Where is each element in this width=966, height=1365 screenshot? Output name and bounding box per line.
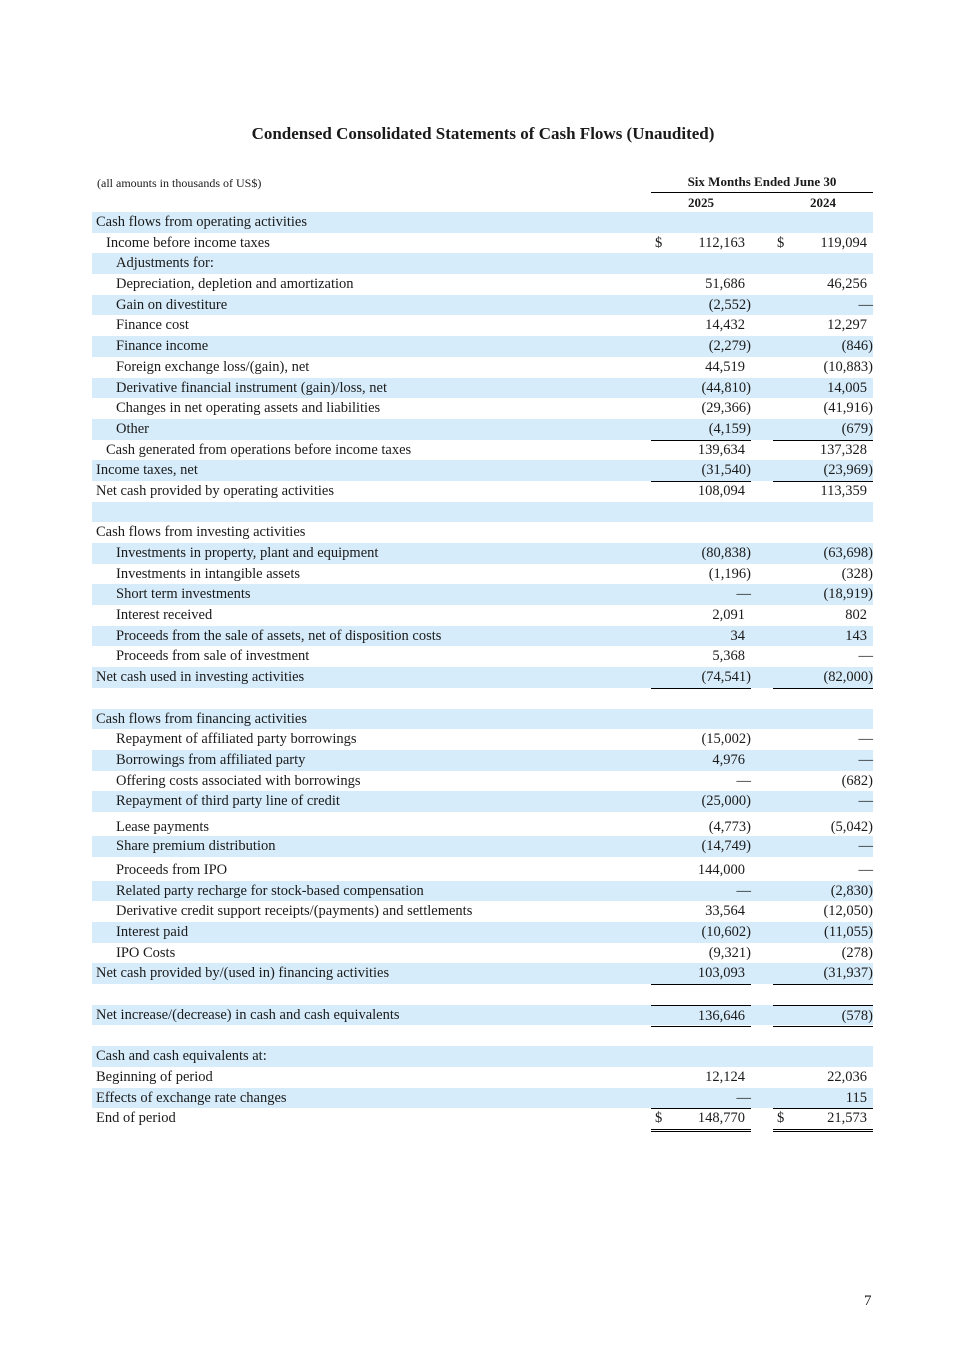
value-cell: [651, 584, 751, 605]
value-2025: 51,686: [705, 276, 745, 293]
value-cell: [651, 667, 751, 689]
row-label: Effects of exchange rate changes: [96, 1089, 287, 1106]
value-cell: [773, 771, 873, 792]
value-2024: (63,698): [823, 545, 873, 561]
row-label: Depreciation, depletion and amortization: [116, 276, 354, 293]
value-cell: [651, 398, 751, 419]
value-cell: [651, 564, 751, 585]
currency-symbol: $: [777, 234, 785, 251]
table-row: [92, 233, 873, 254]
value-2025: (29,366): [701, 400, 751, 417]
row-label: Interest received: [116, 607, 213, 624]
table-row: [92, 419, 873, 440]
value-2024: 21,573: [827, 1110, 867, 1127]
value-cell: [651, 1067, 751, 1088]
value-2025: 34: [730, 627, 745, 644]
value-cell: [773, 1067, 873, 1088]
value-2024: (328): [841, 565, 873, 582]
value-cell: [651, 729, 751, 750]
value-2025: (2,279): [708, 338, 751, 355]
value-2024: —: [858, 861, 873, 878]
table-row-total: [92, 667, 873, 688]
row-label: Changes in net operating assets and liabilities: [116, 400, 381, 417]
value-cell: [773, 667, 873, 689]
row-label: Cash flows from operating activities: [96, 214, 308, 230]
value-cell: [651, 315, 751, 336]
table-row: [92, 543, 873, 564]
currency-symbol: $: [655, 234, 663, 251]
value-cell: [773, 233, 873, 254]
value-2025: 5,368: [712, 648, 745, 665]
section-heading-investing: [92, 522, 873, 543]
table-row: [92, 750, 873, 771]
value-2024: 143: [845, 627, 867, 644]
units-note: (all amounts in thousands of US$): [97, 176, 262, 190]
table-row: [92, 922, 873, 943]
table-row: [92, 1067, 873, 1088]
value-2024: 12,297: [827, 317, 867, 334]
value-cell: [651, 460, 751, 482]
row-label: End of period: [96, 1110, 176, 1127]
spacer-row: [92, 984, 873, 1005]
table-row: [92, 646, 873, 667]
value-2025: 139,634: [697, 441, 745, 458]
table-row: [92, 336, 873, 357]
table-row: [92, 378, 873, 399]
table-row: [92, 584, 873, 605]
value-cell: [651, 1088, 751, 1110]
row-label: Lease payments: [116, 818, 210, 835]
currency-symbol: $: [655, 1110, 663, 1127]
value-cell: [773, 315, 873, 336]
value-cell: [773, 398, 873, 419]
value-2025: (15,002): [701, 731, 751, 748]
period-header: Six Months Ended June 30: [651, 174, 873, 193]
value-cell: [651, 901, 751, 922]
row-label: Net cash used in investing activities: [96, 669, 305, 686]
table-row: [92, 626, 873, 647]
value-2025: 4,976: [712, 751, 745, 768]
row-label: Cash generated from operations before income taxes: [106, 441, 412, 458]
value-2024: —: [858, 751, 873, 768]
value-cell: [773, 440, 873, 462]
row-label: Finance cost: [116, 317, 189, 334]
value-cell: [651, 963, 751, 985]
value-2024: 113,359: [820, 482, 867, 499]
value-cell: [773, 1108, 873, 1132]
table-row: [92, 943, 873, 964]
value-2024: (41,916): [823, 400, 873, 417]
value-cell: [773, 836, 873, 857]
value-2024: (2,830): [830, 882, 873, 899]
value-cell: [651, 771, 751, 792]
value-2025: (74,541): [701, 669, 751, 686]
value-cell: [773, 419, 873, 441]
value-2024: (12,050): [823, 903, 873, 920]
row-label: Borrowings from affiliated party: [116, 751, 306, 768]
section-heading-financing: [92, 709, 873, 730]
value-cell: [651, 481, 751, 503]
statement-title: Condensed Consolidated Statements of Cash Flows (Unaudited): [251, 124, 715, 143]
value-2025: (25,000): [701, 793, 751, 810]
value-cell: [651, 274, 751, 295]
value-cell: [773, 460, 873, 482]
value-cell: [651, 605, 751, 626]
value-cell: [773, 605, 873, 626]
value-2025: 44,519: [705, 358, 745, 375]
row-label: Investments in property, plant and equipment: [116, 545, 379, 561]
table-row-subtotal: [92, 440, 873, 461]
value-2025: (14,749): [701, 837, 751, 854]
value-2024: 115: [845, 1089, 867, 1106]
value-2024: (682): [841, 772, 873, 789]
row-label: Derivative financial instrument (gain)/loss, net: [116, 379, 387, 396]
table-row: [92, 564, 873, 585]
table-row: [92, 901, 873, 922]
value-cell: [773, 357, 873, 378]
table-row: [92, 274, 873, 295]
row-label: Cash and cash equivalents at:: [96, 1048, 267, 1065]
value-2025: (31,540): [701, 462, 751, 479]
value-cell: [773, 963, 873, 985]
row-label: Net cash provided by/(used in) financing activities: [96, 965, 390, 982]
value-cell: [651, 295, 751, 316]
value-2025: —: [736, 772, 751, 789]
value-2024: 46,256: [827, 276, 867, 293]
table-row: [92, 771, 873, 792]
value-2024: (679): [841, 420, 873, 437]
row-label: Net cash provided by operating activities: [96, 482, 334, 499]
value-cell: [651, 1005, 751, 1028]
value-cell: [773, 881, 873, 902]
value-2024: (23,969): [823, 462, 873, 479]
spacer-row: [92, 1025, 873, 1046]
row-label: Short term investments: [116, 586, 251, 603]
value-2025: 14,432: [705, 317, 745, 334]
value-cell: [651, 791, 751, 812]
table-row: [92, 357, 873, 378]
row-label: Derivative credit support receipts/(payments) and settlements: [116, 903, 473, 920]
value-2025: 2,091: [712, 607, 745, 624]
value-2024: (82,000): [823, 669, 873, 686]
value-2024: —: [858, 648, 873, 665]
table-row: [92, 253, 873, 274]
value-2024: (11,055): [824, 924, 873, 940]
value-cell: [773, 1005, 873, 1028]
table-row: [92, 857, 873, 881]
row-label: Repayment of affiliated party borrowings: [116, 731, 357, 748]
value-cell: [651, 881, 751, 902]
value-2025: (10,602): [701, 924, 751, 940]
value-2025: —: [736, 1089, 751, 1106]
value-cell: [651, 857, 751, 881]
value-cell: [651, 922, 751, 943]
row-label: Cash flows from investing activities: [96, 524, 306, 541]
row-label: Related party recharge for stock-based compensation: [116, 882, 424, 899]
value-2024: —: [858, 793, 873, 810]
row-label: Proceeds from sale of investment: [116, 648, 310, 665]
value-2025: 103,093: [697, 965, 745, 982]
value-2024: —: [858, 837, 873, 854]
row-label: Gain on divestiture: [116, 296, 228, 313]
value-2025: 112,163: [698, 234, 745, 251]
value-2025: (44,810): [701, 379, 751, 396]
table-row-total: [92, 481, 873, 502]
spacer-row: [92, 688, 873, 709]
value-cell: [773, 295, 873, 316]
value-cell: [773, 750, 873, 771]
cash-flow-table: [92, 212, 873, 1129]
value-2024: —: [858, 296, 873, 313]
value-2025: 33,564: [705, 903, 745, 920]
value-2024: —: [858, 731, 873, 748]
value-2024: (846): [841, 338, 873, 355]
value-cell: [773, 646, 873, 668]
value-2024: 22,036: [827, 1068, 867, 1085]
row-label: Finance income: [116, 338, 209, 355]
row-label: Proceeds from the sale of assets, net of disposition costs: [116, 627, 442, 644]
row-label: Proceeds from IPO: [116, 861, 228, 878]
value-cell: [773, 584, 873, 605]
value-2024: (18,919): [823, 586, 873, 603]
value-2024: 802: [845, 607, 867, 624]
row-label: Share premium distribution: [116, 837, 276, 854]
row-label: Interest paid: [116, 924, 189, 940]
value-cell: [651, 943, 751, 965]
value-cell: [651, 419, 751, 441]
value-cell: [651, 750, 751, 771]
value-2025: (4,159): [708, 420, 751, 437]
row-label: Net increase/(decrease) in cash and cash equivalents: [96, 1006, 400, 1023]
value-cell: [651, 378, 751, 399]
value-2025: (9,321): [708, 944, 751, 961]
row-label: Offering costs associated with borrowings: [116, 772, 361, 789]
value-cell: [773, 922, 873, 943]
page-number: 7: [864, 1293, 872, 1309]
section-heading-cash: [92, 1046, 873, 1067]
value-2025: 148,770: [697, 1110, 745, 1127]
value-cell: [651, 646, 751, 668]
value-cell: [773, 274, 873, 295]
table-row: [92, 315, 873, 336]
value-2024: 14,005: [827, 379, 867, 396]
value-cell: [651, 543, 751, 564]
value-cell: [773, 812, 873, 836]
value-2025: (80,838): [701, 545, 751, 561]
value-cell: [773, 791, 873, 812]
value-2024: 137,328: [819, 441, 867, 458]
row-label: Investments in intangible assets: [116, 565, 301, 582]
table-row: [92, 398, 873, 419]
value-cell: [651, 626, 751, 647]
table-row: [92, 460, 873, 481]
table-row-end-period: [92, 1108, 873, 1129]
table-row: [92, 729, 873, 750]
row-label: Foreign exchange loss/(gain), net: [116, 358, 310, 375]
row-label: Beginning of period: [96, 1068, 213, 1085]
value-cell: [651, 836, 751, 857]
value-cell: [651, 357, 751, 378]
value-cell: [773, 481, 873, 503]
value-cell: [773, 378, 873, 399]
table-row: [92, 881, 873, 902]
value-2025: (1,196): [708, 565, 751, 582]
row-label: Cash flows from financing activities: [96, 710, 308, 727]
row-label: IPO Costs: [116, 944, 176, 961]
table-row: [92, 605, 873, 626]
value-2025: 12,124: [705, 1068, 745, 1085]
value-2025: —: [736, 882, 751, 899]
value-cell: [773, 857, 873, 881]
table-row: [92, 1088, 873, 1109]
year-2025-header: 2025: [651, 195, 751, 214]
value-cell: [651, 440, 751, 462]
value-cell: [773, 729, 873, 750]
row-label: Repayment of third party line of credit: [116, 793, 340, 810]
value-2025: (2,552): [708, 296, 751, 313]
value-cell: [773, 543, 873, 564]
value-2024: (278): [841, 944, 873, 961]
currency-symbol: $: [777, 1110, 785, 1127]
table-row: [92, 812, 873, 836]
year-2024-header: 2024: [773, 195, 873, 214]
table-row: [92, 295, 873, 316]
table-row: [92, 836, 873, 857]
value-cell: [651, 1108, 751, 1132]
value-2024: 119,094: [820, 234, 867, 251]
value-2024: (5,042): [830, 818, 873, 835]
spacer-row: [92, 502, 873, 523]
value-2024: (10,883): [823, 358, 873, 375]
value-cell: [773, 1088, 873, 1110]
value-2024: (578): [841, 1007, 873, 1024]
value-2025: 108,094: [697, 482, 745, 499]
value-2025: 136,646: [697, 1007, 745, 1024]
table-row-net-change: [92, 1005, 873, 1026]
row-label: Income taxes, net: [96, 462, 198, 479]
value-2024: (31,937): [823, 965, 873, 982]
value-cell: [773, 626, 873, 647]
value-cell: [651, 812, 751, 836]
value-cell: [773, 564, 873, 585]
value-cell: [651, 336, 751, 357]
row-label: Income before income taxes: [106, 234, 270, 251]
value-cell: [773, 943, 873, 965]
value-cell: [773, 901, 873, 922]
table-row: [92, 791, 873, 812]
value-cell: [651, 233, 751, 254]
table-row-total: [92, 963, 873, 984]
value-2025: —: [736, 586, 751, 603]
value-2025: 144,000: [697, 861, 745, 878]
section-heading-operating: [92, 212, 873, 233]
row-label: Adjustments for:: [116, 255, 214, 272]
value-cell: [773, 336, 873, 357]
row-label: Other: [116, 420, 150, 437]
value-2025: (4,773): [708, 818, 751, 835]
